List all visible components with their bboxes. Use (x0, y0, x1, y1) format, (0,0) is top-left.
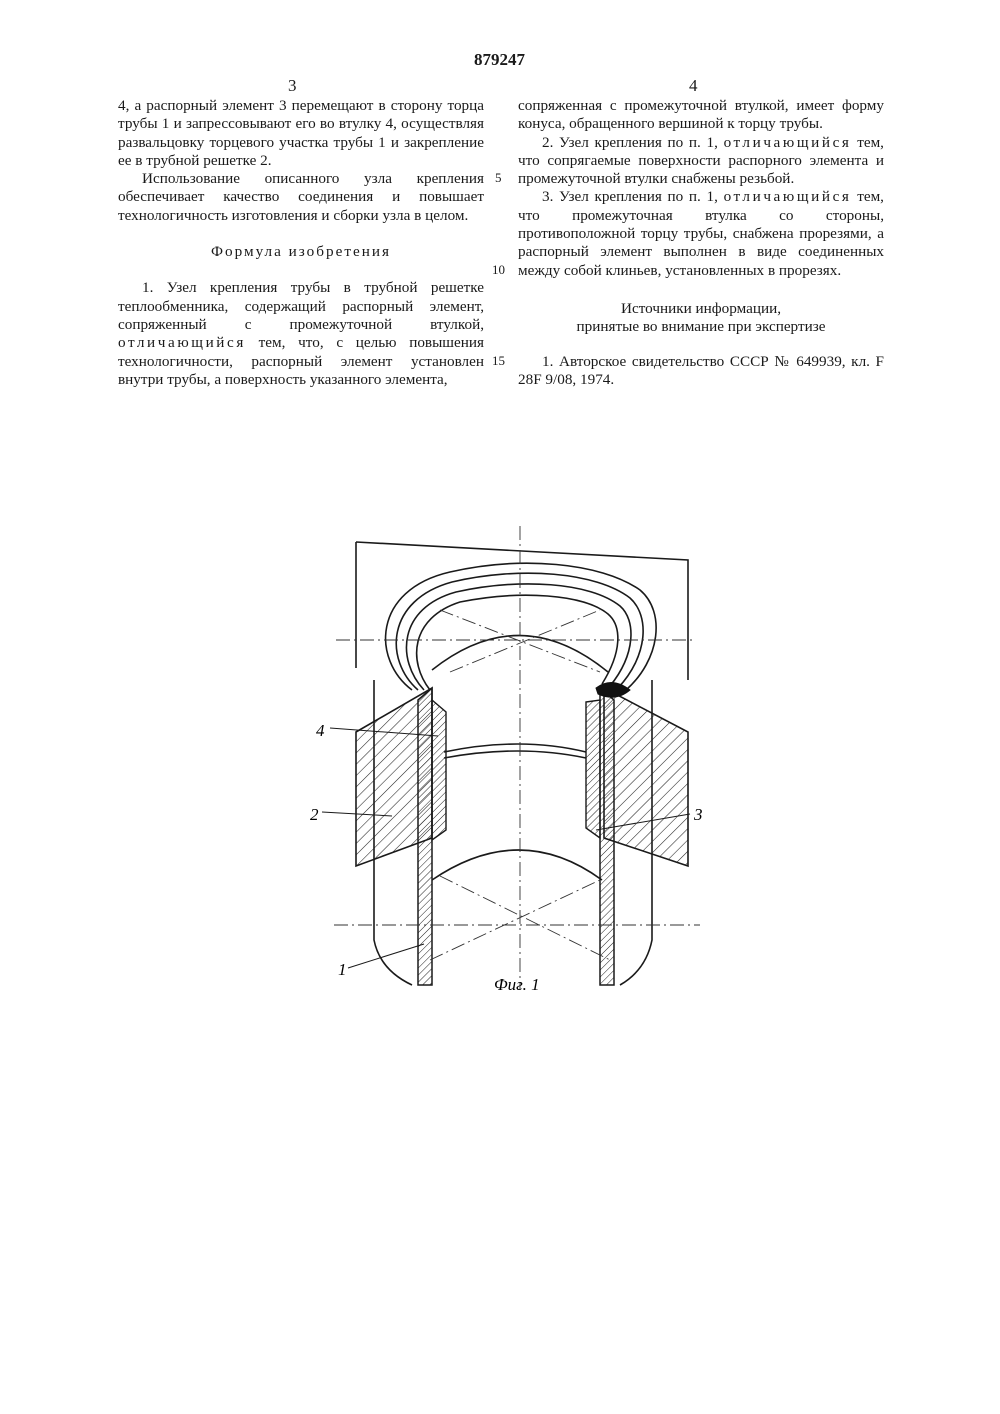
flared-tube-end (406, 584, 631, 690)
centre-line (440, 876, 610, 960)
sources-heading: Источники информации, (620, 299, 782, 317)
centre-line (440, 610, 600, 672)
patent-number: 879247 (474, 50, 525, 69)
claim-3: 3. Узел крепления по п. 1, отличающийся тем, что промежуточная втулка со стороны, противоположной торцу трубы, снабжена прорезями, а распорный элемент выполнен в виде соединенных между собой клиньев, установленных в прорезях. (518, 188, 884, 279)
centre-line (430, 880, 600, 960)
claim-2: 2. Узел крепления по п. 1, отличающийся тем, что сопрягаемые поверхности распорного элемента и промежуточной втулки снабжены резьбой. (518, 133, 884, 188)
tube-sheet-right (604, 688, 688, 866)
label-tube-sheet: 2 (310, 805, 319, 824)
label-expander: 3 (694, 805, 703, 824)
tube-wall-left (418, 688, 432, 985)
label-sleeve: 4 (316, 721, 325, 740)
line-number-15: 15 (492, 353, 505, 368)
claims-heading: Формула изобретения (211, 243, 391, 261)
claim-1-continued: сопряженная с промежуточной втулкой, имеет форму конуса, обращенного вершиной к торцу трубы. (518, 97, 884, 133)
weld-bead (596, 682, 630, 697)
claim-1: 1. Узел крепления трубы в трубной решетке теплообменника, содержащий распорный элемент, сопряженный с промежуточной втулкой, отличающийся тем, что, с целью повышения технологичности, распорный элемент установлен внутри трубы, а поверхность указанного элемента, (118, 279, 484, 388)
source-1: 1. Авторское свидетельство СССР № 649939, кл. F 28F 9/08, 1974. (518, 352, 884, 388)
left-column (118, 97, 484, 389)
paragraph: Использование описанного узла крепления обеспечивает качество соединения и повышает технологичность изготовления и сборки узла в целом. (118, 170, 484, 224)
sources-heading: принятые во внимание при экспертизе (576, 318, 826, 336)
right-column (518, 97, 884, 389)
flared-tube-end (417, 595, 618, 690)
inner-bore-arc (432, 850, 602, 880)
right-column-number: 4 (689, 76, 698, 95)
paragraph: 4, а распорный элемент 3 перемещают в сторону торца трубы 1 и запрессовывают его во втулку 4, осуществляя развальцовку торцевого участка трубы 1 и закрепление ее в трубной решетке 2. (118, 97, 484, 169)
line-number-10: 10 (492, 262, 505, 277)
line-number-5: 5 (495, 170, 502, 185)
tube-wall-right (600, 688, 614, 985)
inner-bore-arc (444, 751, 586, 758)
centre-line (450, 610, 600, 672)
sleeve-left (432, 700, 446, 840)
left-column-number: 3 (288, 76, 297, 95)
figure-1 (300, 510, 720, 1010)
figure-caption: Фиг. 1 (494, 975, 540, 994)
expander-right (586, 700, 600, 838)
label-tube: 1 (338, 960, 347, 979)
